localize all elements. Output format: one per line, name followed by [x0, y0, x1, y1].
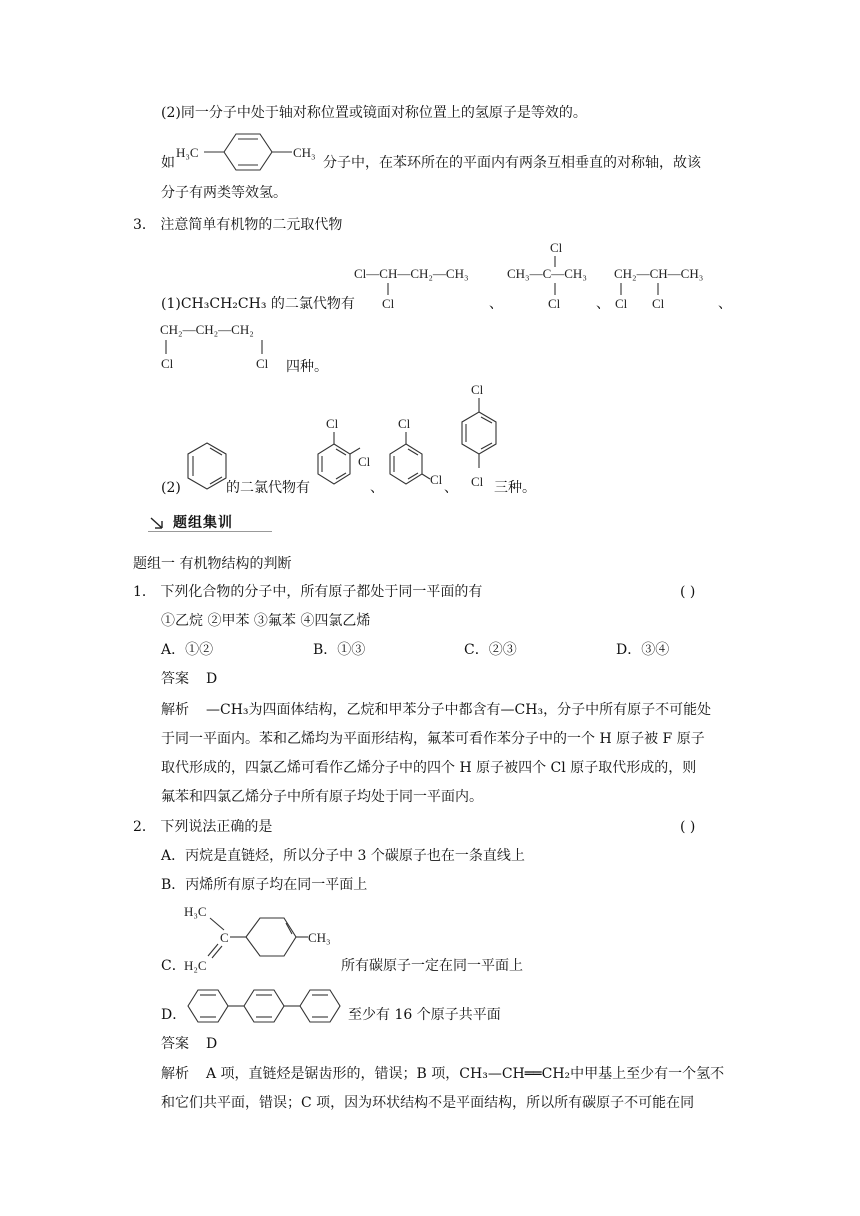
sep-2: 、 [596, 296, 610, 312]
p-terphenyl-structure [184, 984, 350, 1030]
benzene-mid: 的二氯代物有 [226, 480, 310, 496]
q2-option-d-label: D． [161, 1007, 187, 1023]
mol-c-main: CH₂—CH—CH₃ [614, 266, 704, 281]
mol-h3c-left: H₃C [176, 145, 199, 160]
q1-items: ①乙烷 ②甲苯 ③氟苯 ④四氯乙烯 [161, 613, 371, 629]
c-mol-h2c: H₂C [184, 958, 207, 973]
group-title: 题组一 有机物结构的判断 [133, 556, 292, 572]
p-xylene-structure [174, 130, 334, 180]
q2-analysis-line1: A 项，直链烃是锯齿形的，错误；B 项，CH₃—CH══CH₂中甲基上至少有一个氢不 [206, 1066, 725, 1082]
q1-answer-label: 答案 [161, 671, 189, 687]
benzene-sep-1: 、 [370, 480, 384, 496]
mol-d-sub1: Cl [161, 356, 174, 371]
sep-3: 、 [718, 296, 732, 312]
q1-analysis-line2: 于同一平面内。苯和乙烯均为平面形结构，氟苯可看作苯分子中的一个 H 原子被 F 原子 [161, 731, 705, 747]
q1-option-c: C．②③ [464, 642, 517, 658]
three-kinds: 三种。 [494, 480, 536, 496]
q1-analysis-line4: 氟苯和四氯乙烯分子中所有原子均处于同一平面内。 [161, 789, 483, 805]
mol-b-sub: Cl [548, 296, 561, 310]
dichloropropane-structures-row1 [352, 238, 732, 310]
q2-bracket: ( ) [680, 819, 696, 835]
ortho-cl-2: Cl [358, 454, 371, 469]
benzene-sep-2: 、 [444, 480, 458, 496]
propane-prefix: (1)CH₃CH₂CH₃ 的二氯代物有 [161, 296, 355, 312]
example-suffix: 分子中，在苯环所在的平面内有两条互相垂直的对称轴，故该 [323, 155, 701, 171]
q1-analysis-label: 解析 [161, 702, 189, 718]
q2-option-d-text: 至少有 16 个原子共平面 [348, 1007, 501, 1023]
mol-d-main: CH₂—CH₂—CH₂ [160, 322, 254, 337]
mol-b-top: Cl [550, 240, 563, 255]
c-mol-ch3: CH₃ [308, 930, 331, 945]
mol-c-sub2: Cl [652, 296, 665, 310]
mol-d-sub2: Cl [256, 356, 269, 371]
heading-disubstitution: 3． 注意简单有机物的二元取代物 [133, 217, 343, 233]
four-kinds: 四种。 [286, 359, 328, 375]
mol-c-sub1: Cl [615, 296, 628, 310]
ortho-cl-1: Cl [326, 416, 339, 431]
q2-analysis-line2: 和它们共平面，错误；C 项，因为环状结构不是平面结构，所以所有碳原子不可能在同 [161, 1095, 695, 1111]
benzene-prefix: (2) [161, 480, 181, 496]
section-title: 题组集训 [173, 515, 233, 531]
paragraph-symmetry: (2)同一分子中处于轴对称位置或镜面对称位置上的氢原子是等效的。 [161, 105, 587, 121]
q2-stem: 2． 下列说法正确的是 [133, 819, 273, 835]
para-cl-1: Cl [471, 382, 484, 397]
q1-stem: 1． 下列化合物的分子中，所有原子都处于同一平面的有 [133, 584, 483, 600]
q2-answer: D [206, 1036, 218, 1052]
para-cl-2: Cl [471, 474, 484, 489]
mol-a-main: Cl—CH—CH₂—CH₃ [354, 266, 469, 281]
meta-cl-2: Cl [430, 472, 443, 487]
q2-option-c-label: C． [161, 958, 186, 974]
example-prefix: 如 [161, 155, 175, 171]
q1-option-a: A．①② [161, 642, 214, 658]
c-mol-c: C [220, 930, 229, 945]
q1-answer: D [206, 671, 218, 687]
section-divider [148, 531, 272, 532]
q1-analysis-line3: 取代形成的，四氯乙烯可看作乙烯分子中的四个 H 原子被四个 Cl 原子取代形成的，则 [161, 760, 697, 776]
c-mol-h3c: H₃C [184, 904, 207, 919]
q2-analysis-label: 解析 [161, 1066, 189, 1082]
benzene-structure [184, 440, 230, 494]
q2-option-a: A．丙烷是直链烃，所以分子中 3 个碳原子也在一条直线上 [161, 848, 525, 864]
q2-option-c-text: 所有碳原子一定在同一平面上 [341, 958, 523, 974]
q1-option-b: B．①③ [313, 642, 366, 658]
sep-1: 、 [489, 296, 503, 312]
meta-cl-1: Cl [398, 416, 411, 431]
example-line2: 分子有两类等效氢。 [161, 185, 287, 201]
mol-a-sub: Cl [382, 296, 395, 310]
q1-analysis-line1: —CH₃为四面体结构，乙烷和甲苯分子中都含有—CH₃，分子中所有原子不可能处 [206, 702, 712, 718]
q1-option-d: D．③④ [616, 642, 670, 658]
q2-answer-label: 答案 [161, 1036, 189, 1052]
q1-bracket: ( ) [680, 584, 696, 600]
q2-option-b: B．丙烯所有原子均在同一平面上 [161, 877, 368, 893]
mol-b-main: CH₃—C—CH₃ [507, 266, 587, 281]
mol-ch3-right: CH₃ [293, 145, 316, 160]
dichloropropane-structure-d [158, 316, 298, 376]
q2-option-c-h2c [178, 952, 238, 976]
